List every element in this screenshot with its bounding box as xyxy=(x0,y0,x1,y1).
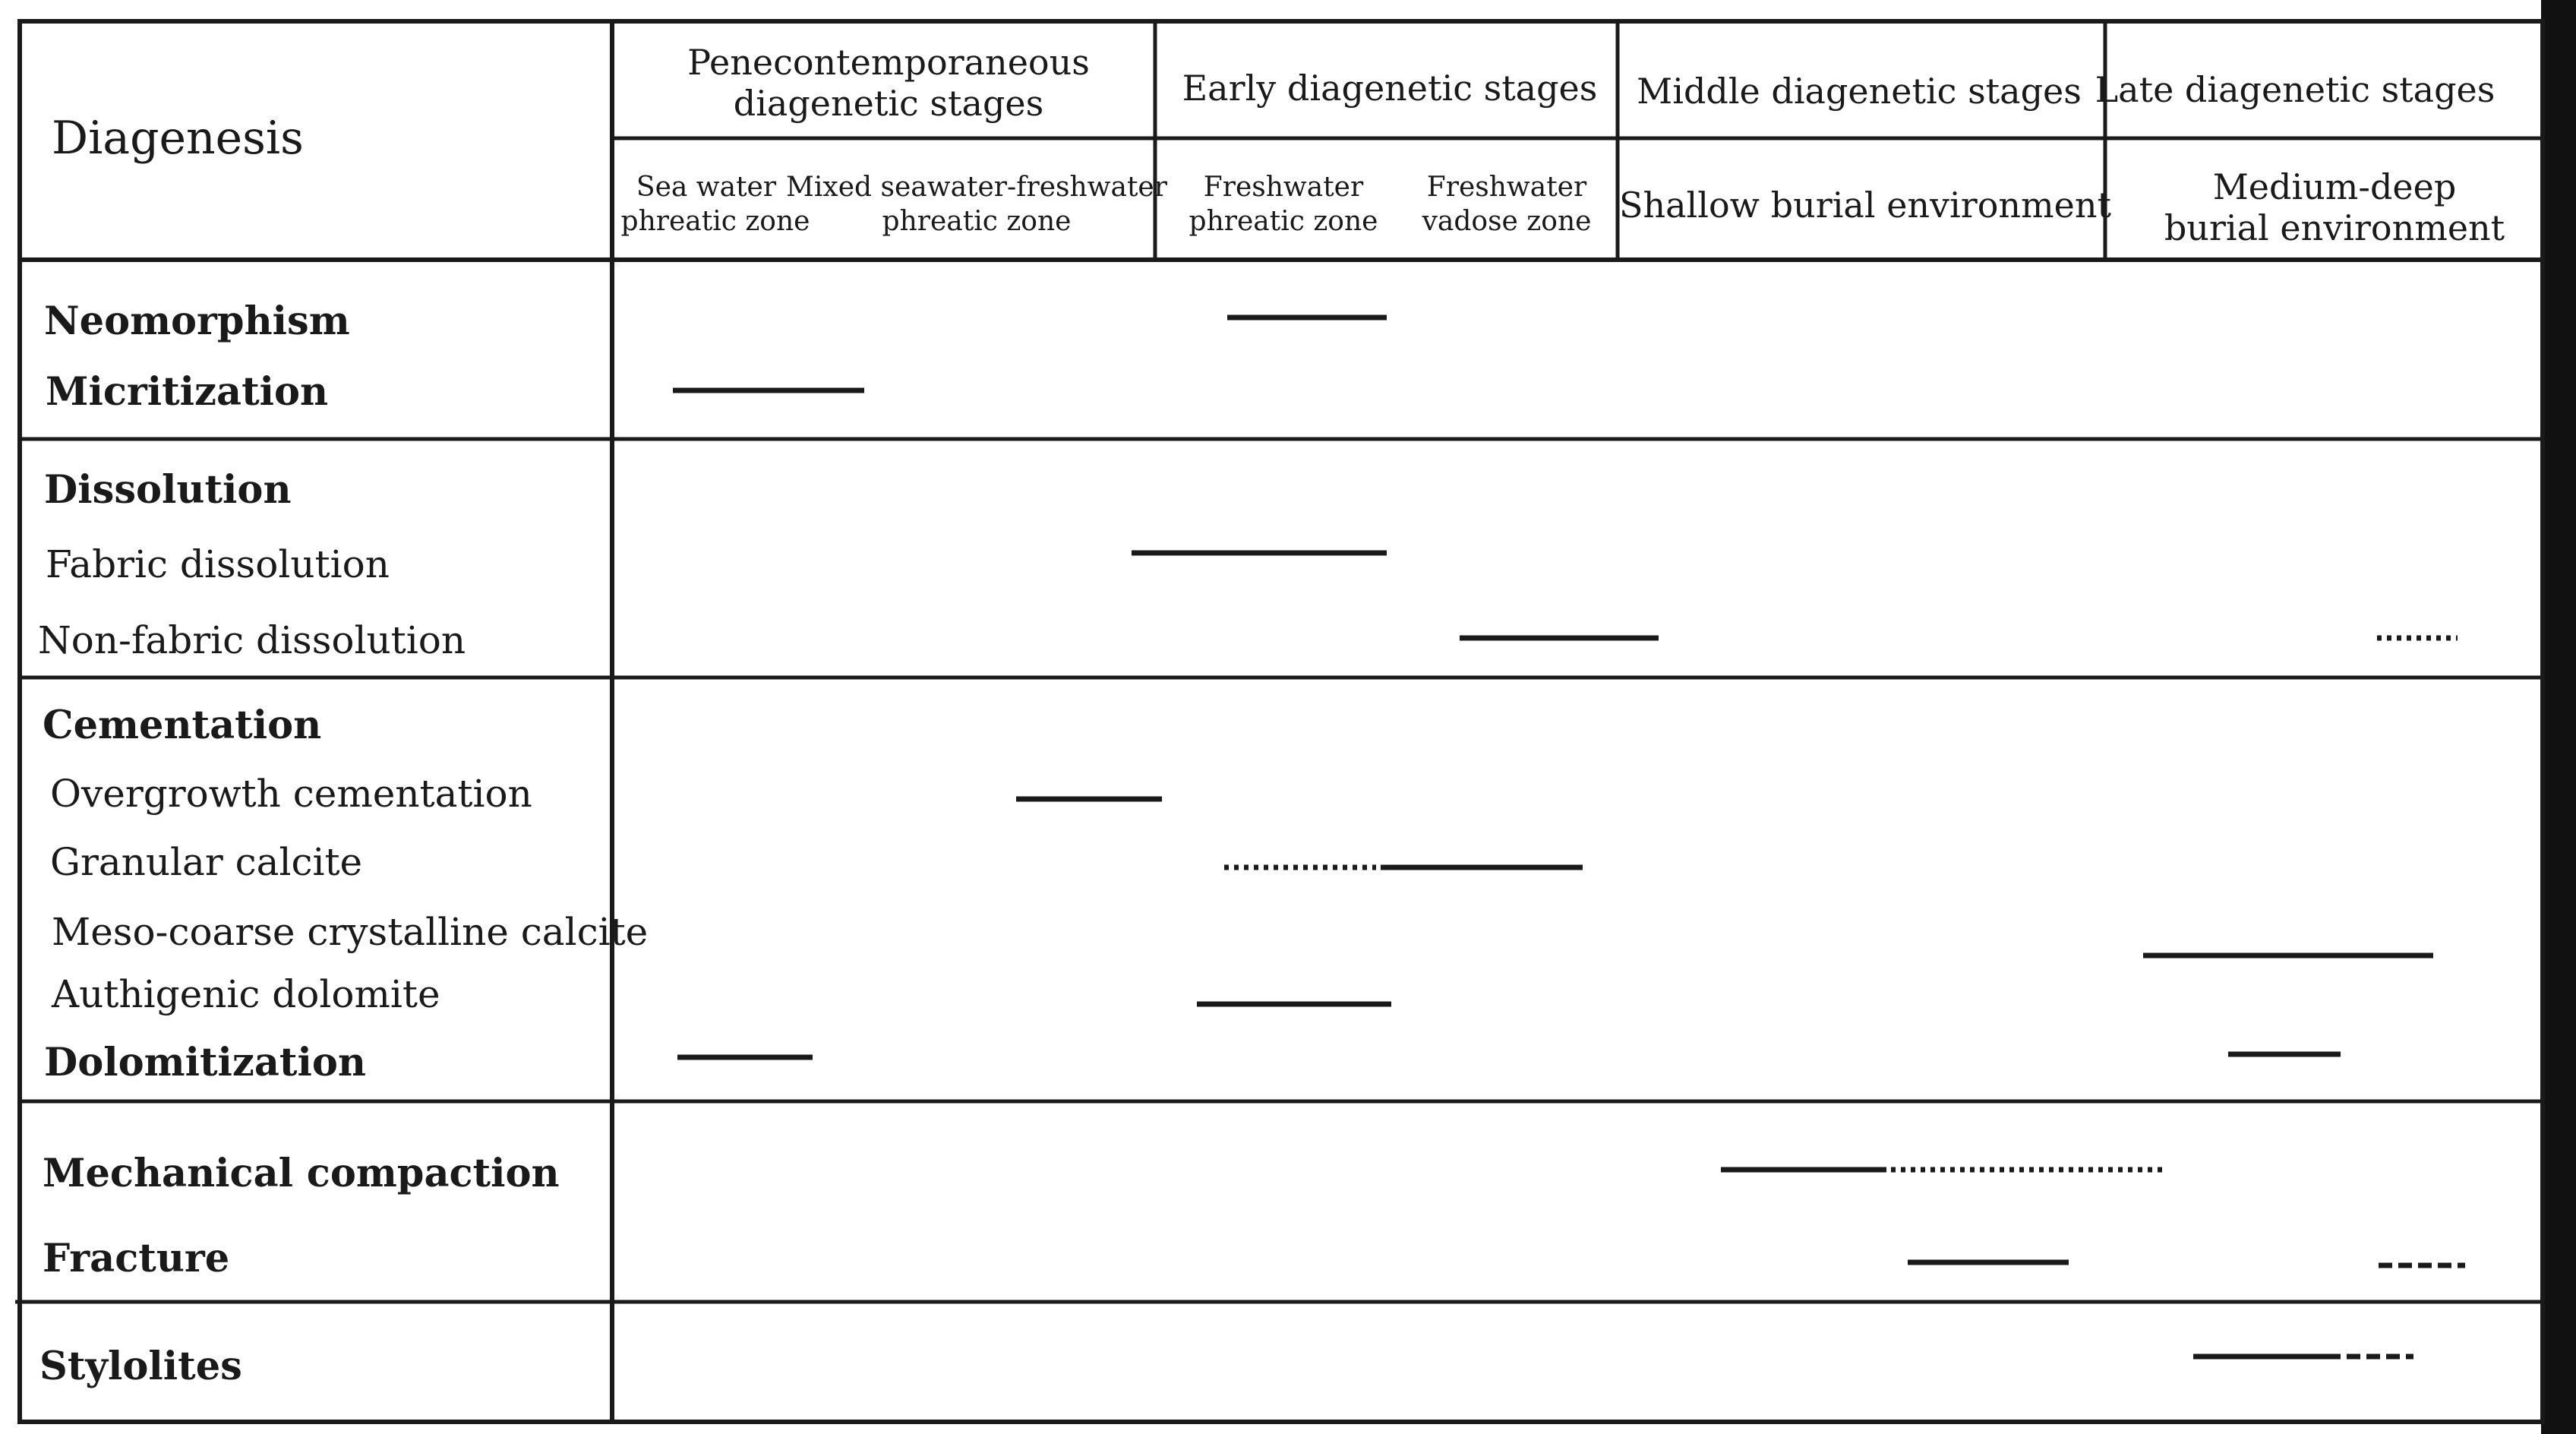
zone-deep-line1: Medium-deep xyxy=(2212,166,2457,207)
right-edge-bar xyxy=(2541,0,2576,1434)
zone-fw-phreatic-line1: Freshwater xyxy=(1203,172,1364,203)
row-label-dissolution: Dissolution xyxy=(44,467,292,513)
row-label-cementation: Cementation xyxy=(43,703,322,748)
timing-bars xyxy=(673,317,2465,1357)
zone-fw-phreatic-line2: phreatic zone xyxy=(1189,206,1378,237)
stage-late: Late diagenetic stages xyxy=(2095,69,2496,110)
row-label-fabric-dissolution: Fabric dissolution xyxy=(46,542,390,586)
zone-mixed-line2: phreatic zone xyxy=(882,206,1072,237)
zone-fw-vadose-line1: Freshwater xyxy=(1426,172,1587,203)
zone-deep-line2: burial environment xyxy=(2164,207,2505,248)
row-label-fracture: Fracture xyxy=(43,1236,230,1281)
row-label-stylolites: Stylolites xyxy=(39,1344,242,1389)
row-labels xyxy=(38,298,648,1389)
row-label-non-fabric-dissolution: Non-fabric dissolution xyxy=(38,618,466,662)
zone-shallow-burial: Shallow burial environment xyxy=(1618,185,2112,226)
table-title: Diagenesis xyxy=(52,112,304,165)
stage-middle: Middle diagenetic stages xyxy=(1637,71,2082,112)
row-label-meso-coarse-calcite: Meso-coarse crystalline calcite xyxy=(52,910,649,954)
row-label-granular-calcite: Granular calcite xyxy=(50,840,363,884)
row-label-dolomitization: Dolomitization xyxy=(44,1040,366,1085)
zone-fw-vadose-line2: vadose zone xyxy=(1422,206,1592,237)
row-label-overgrowth-cementation: Overgrowth cementation xyxy=(50,772,532,816)
row-label-neomorphism: Neomorphism xyxy=(44,298,350,344)
stage-pene-line1: Penecontemporaneous xyxy=(687,42,1090,83)
zone-mixed-line1: Mixed seawater-freshwater xyxy=(786,172,1167,203)
stage-early: Early diagenetic stages xyxy=(1182,68,1598,109)
row-label-authigenic-dolomite: Authigenic dolomite xyxy=(52,972,440,1016)
row-label-micritization: Micritization xyxy=(46,369,329,415)
zone-sea-line2: phreatic zone xyxy=(620,206,810,237)
zone-sea-line1: Sea water xyxy=(636,172,777,203)
stage-pene-line2: diagenetic stages xyxy=(733,83,1044,124)
row-label-mechanical-compaction: Mechanical compaction xyxy=(43,1151,560,1196)
